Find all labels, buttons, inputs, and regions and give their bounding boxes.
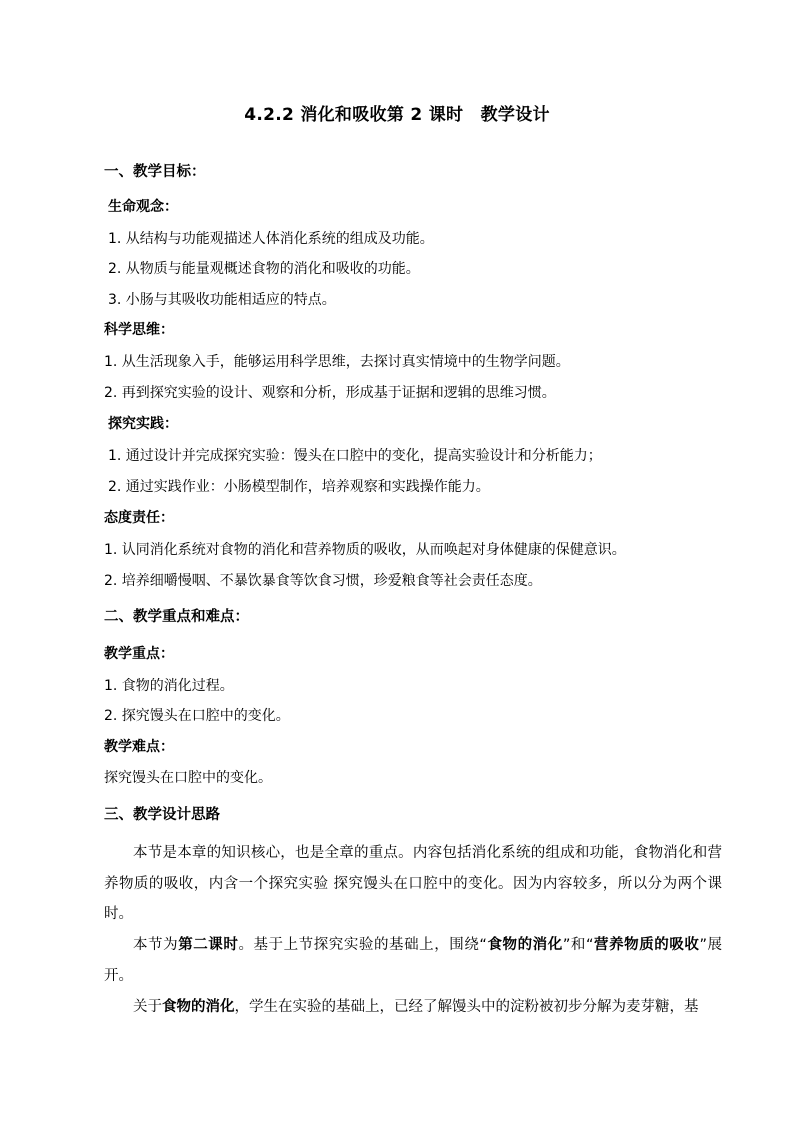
text-run: ”展开。 <box>104 937 723 984</box>
subheading-inquiry-practice: 探究实践： <box>108 416 178 432</box>
subheading-scientific-thinking: 科学思维： <box>104 322 174 338</box>
list-item: 2. 探究馒头在口腔中的变化。 <box>104 708 290 724</box>
difficult-point-text: 探究馒头在口腔中的变化。 <box>104 770 272 786</box>
section-heading-key-difficult-points: 二、教学重点和难点： <box>104 609 249 625</box>
emphasis-food-digestion: 食物的消化 <box>486 937 563 953</box>
text-run: ，学生在实验的基础上，已经了解馒头中的淀粉被初步分解为麦芽糖，基 <box>234 999 699 1015</box>
list-item: 1. 从生活现象入手，能够运用科学思维，去探讨真实情境中的生物学问题。 <box>104 354 570 370</box>
text-run: 。基于上节探究实验的基础上，围绕“ <box>238 937 487 953</box>
list-item: 1. 食物的消化过程。 <box>104 678 234 694</box>
paragraph-food-digestion <box>104 992 722 1023</box>
list-item: 1. 认同消化系统对食物的消化和营养物质的吸收，从而唤起对身体健康的保健意识。 <box>104 542 626 558</box>
list-item: 1. 通过设计并完成探究实验：馒头在口腔中的变化，提高实验设计和分析能力； <box>108 448 602 464</box>
emphasis-second-lesson: 第二课时 <box>178 937 239 953</box>
list-item: 2. 再到探究实验的设计、观察和分析，形成基于证据和逻辑的思维习惯。 <box>104 385 556 401</box>
section-heading-objectives: 一、教学目标： <box>104 164 206 180</box>
text-run: 本节为 <box>133 937 179 953</box>
subheading-attitude-responsibility: 态度责任： <box>104 510 174 526</box>
subheading-key-points: 教学重点： <box>104 646 174 662</box>
list-item: 2. 培养细嚼慢咽、不暴饮暴食等饮食习惯，珍爱粮食等社会责任态度。 <box>104 573 542 589</box>
list-item: 1. 从结构与功能观描述人体消化系统的组成及功能。 <box>108 231 434 247</box>
paragraph-second-lesson <box>104 930 722 991</box>
paragraph-overview: 本节是本章的知识核心，也是全章的重点。内容包括消化系统的组成和功能，食物消化和营养物质的吸收，内含一个探究实验 探究馒头在口腔中的变化。因为内容较多，所以分为两个课时。 <box>104 845 722 922</box>
text-run: 关于 <box>133 999 162 1015</box>
list-item: 2. 通过实践作业：小肠模型制作，培养观察和实践操作能力。 <box>108 479 490 495</box>
list-item: 3. 小肠与其吸收功能相适应的特点。 <box>108 292 336 308</box>
text-run: ”和“ <box>562 937 594 953</box>
emphasis-nutrient-absorption: 营养物质的吸收 <box>593 937 700 953</box>
subheading-difficult-points: 教学难点： <box>104 739 174 755</box>
page-title: 4.2.2 消化和吸收第 2 课时 教学设计 <box>244 105 550 125</box>
subheading-life-concept: 生命观念： <box>108 199 178 215</box>
emphasis-food-digestion: 食物的消化 <box>162 999 235 1015</box>
list-item: 2. 从物质与能量观概述食物的消化和吸收的功能。 <box>108 261 420 277</box>
section-heading-design-approach: 三、教学设计思路 <box>104 807 220 823</box>
